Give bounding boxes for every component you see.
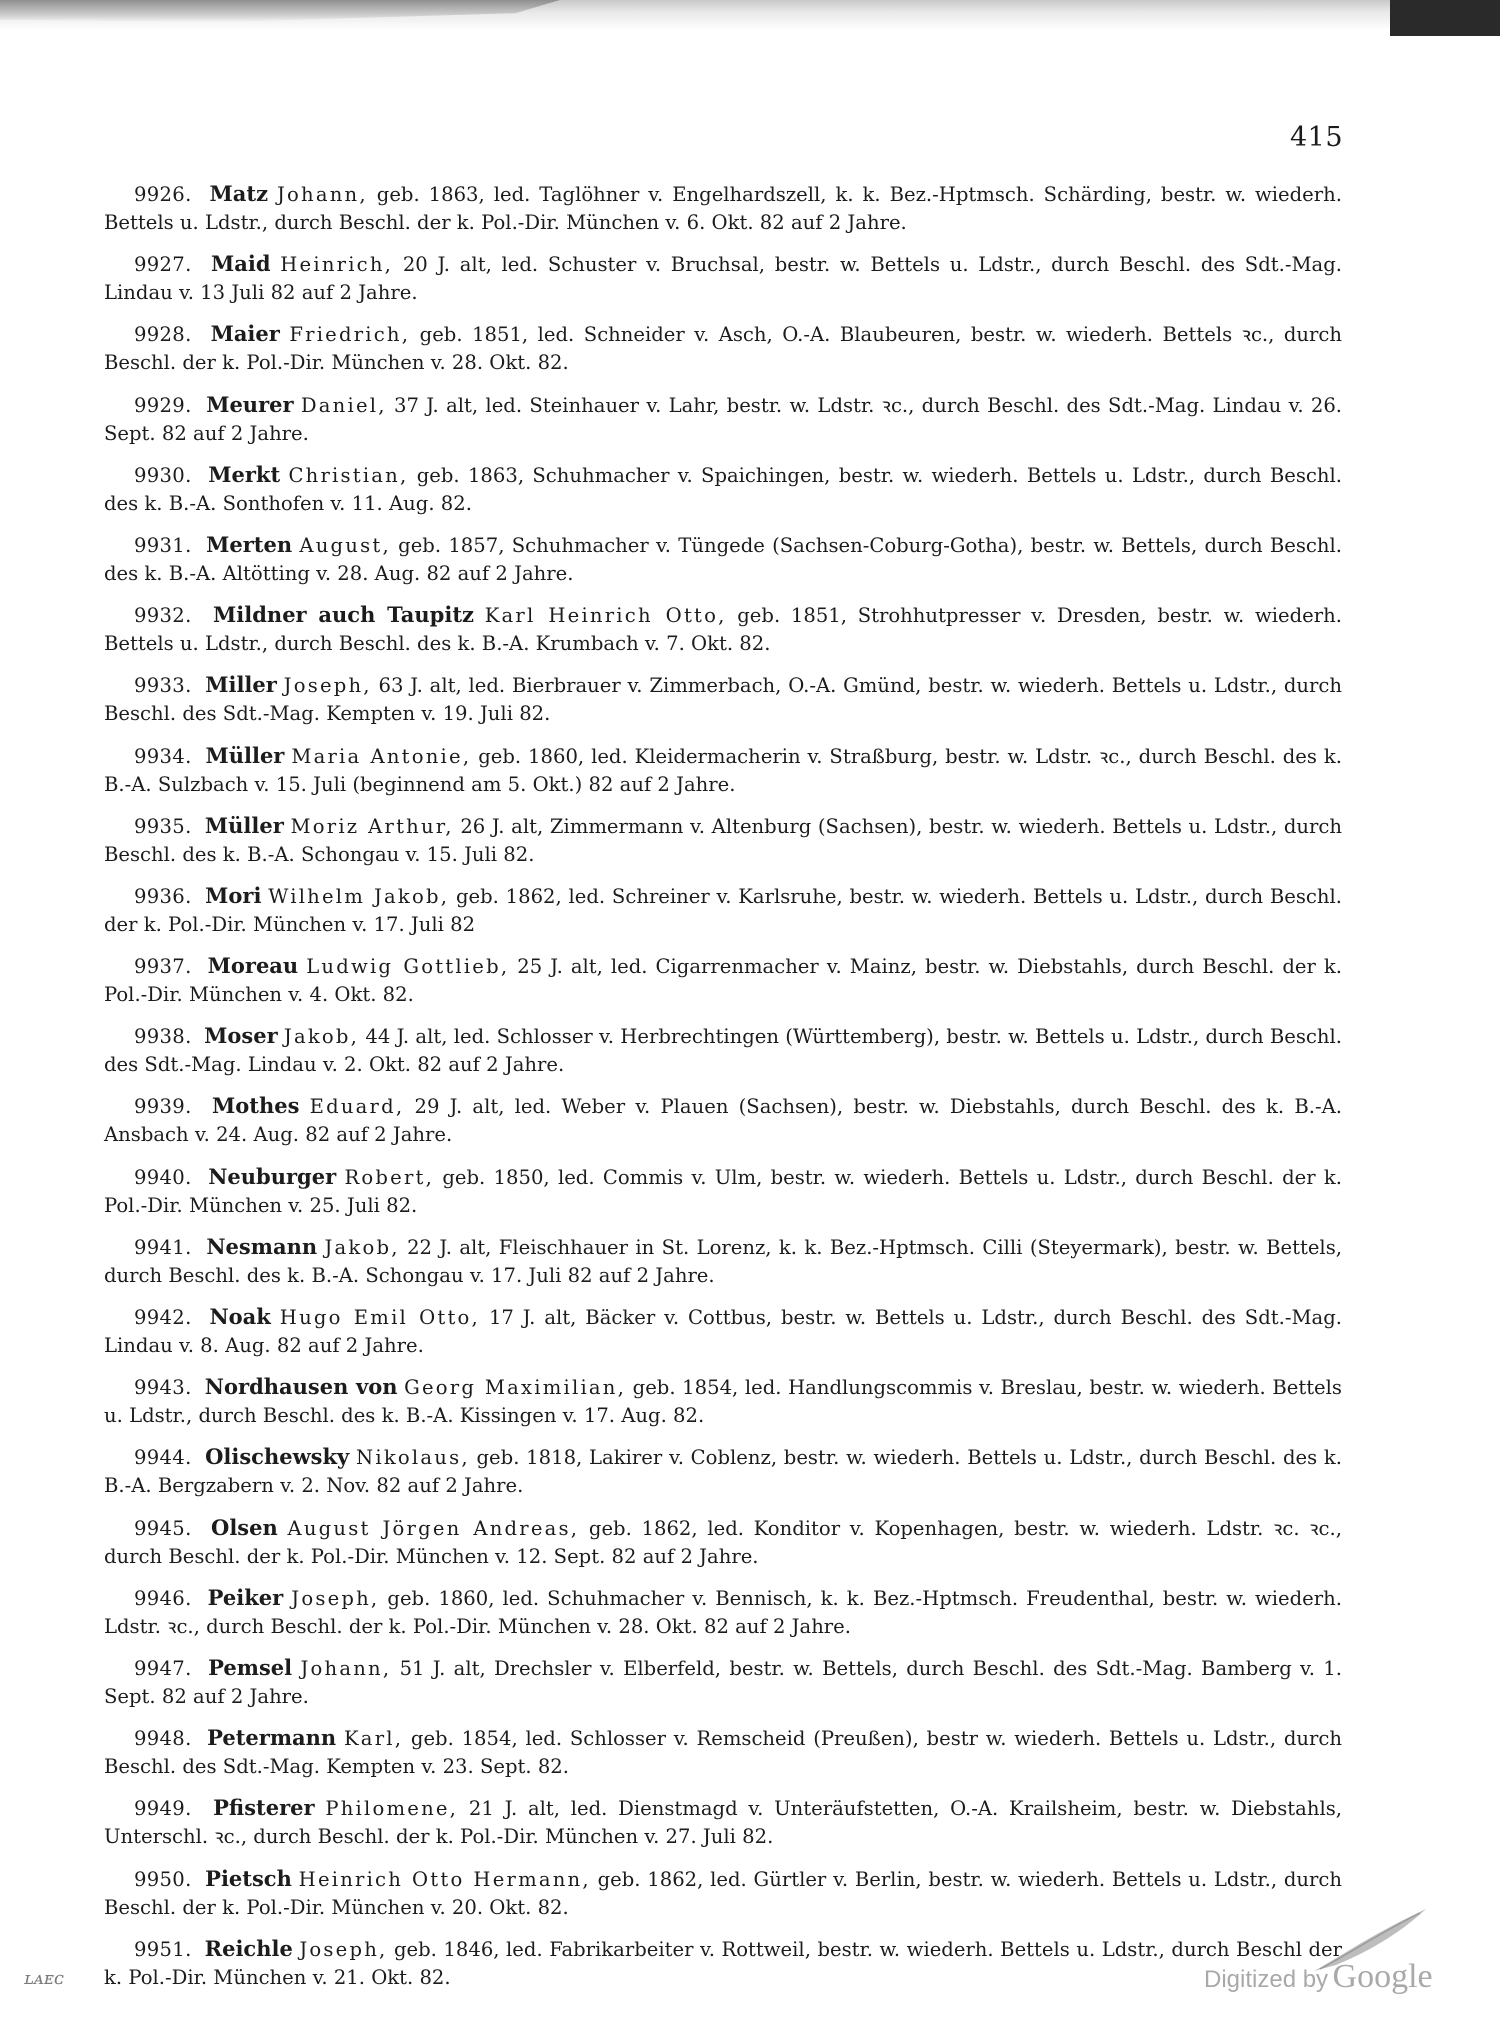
entry-details: geb. 1850, led. Commis v. Ulm, bestr. w. wiederh. Bettels u. Ldstr., durch Beschl. der k. Pol.-Dir. München v. 25. Juli 82. — [104, 1165, 1342, 1217]
entry-details: 37 J. alt, led. Steinhauer v. Lahr, bestr. w. Ldstr. ꝛc., durch Beschl. des Sdt.-Mag. Lindau v. 26. Sept. 82 auf 2 Jahre. — [104, 393, 1343, 445]
entry-surname: Merten — [206, 531, 293, 557]
register-entry — [104, 671, 1342, 728]
entry-given-names: Joseph, — [283, 674, 372, 698]
entry-details: geb. 1862, led. Konditor v. Kopenhagen, bestr. w. wiederh. Ldstr. ꝛc. ꝛc., durch Beschl. der k. Pol.-Dir. München v. 12. Sept. 82 auf 2 Jahre. — [104, 1516, 1342, 1568]
register-entry — [104, 180, 1342, 237]
entry-given-names: Georg Maximilian, — [404, 1376, 627, 1400]
entry-surname: Mothes — [212, 1093, 300, 1119]
entry-surname: Moreau — [207, 953, 299, 979]
register-entry — [104, 1022, 1342, 1079]
register-entries — [104, 180, 1342, 2005]
entry-surname: Pemsel — [208, 1654, 293, 1680]
scan-top-right-shadow — [1390, 0, 1500, 36]
entry-given-names: Robert, — [344, 1165, 435, 1189]
entry-number: 9928. — [134, 323, 192, 347]
entry-given-names: Karl, — [343, 1727, 404, 1751]
entry-number: 9949. — [134, 1797, 192, 1821]
entry-number: 9930. — [134, 463, 192, 487]
register-entry — [104, 1584, 1342, 1641]
register-entry — [104, 742, 1342, 799]
entry-details: geb. 1846, led. Fabrikarbeiter v. Rottweil, bestr. w. wiederh. Bettels u. Ldstr., durch Beschl der k. Pol.-Dir. München v. 21. Okt. 82. — [104, 1937, 1342, 1989]
entry-surname: Maid — [211, 251, 271, 277]
entry-details: geb. 1860, led. Schuhmacher v. Bennisch, k. k. Bez.-Hptmsch. Freudenthal, bestr. w. wiederh. Ldstr. ꝛc., durch Beschl. der k. Pol.-Dir. München v. 28. Okt. 82 auf 2 Jahre. — [104, 1586, 1342, 1638]
entry-number: 9934. — [134, 744, 192, 768]
register-entry — [104, 1233, 1342, 1290]
entry-number: 9938. — [134, 1025, 192, 1049]
entry-details: 44 J. alt, led. Schlosser v. Herbrechtingen (Württemberg), bestr. w. Bettels u. Ldstr., durch Beschl. des Sdt.-Mag. Lindau v. 2. Okt. 82 auf 2 Jahre. — [104, 1025, 1343, 1077]
entry-number: 9946. — [134, 1586, 192, 1610]
entry-surname: Merkt — [208, 461, 281, 487]
entry-given-names: Jakob, — [324, 1235, 400, 1259]
entry-surname: Müller — [204, 812, 284, 838]
register-entry — [104, 250, 1342, 307]
entry-surname: Noak — [209, 1304, 271, 1329]
entry-number: 9951. — [134, 1937, 192, 1961]
entry-details: 22 J. alt, Fleischhauer in St. Lorenz, k. k. Bez.-Hptmsch. Cilli (Steyermark), bestr. w. Bettels, durch Beschl. des k. B.-A. Schongau v. 17. Juli 82 auf 2 Jahre. — [104, 1235, 1342, 1287]
entry-number: 9943. — [134, 1376, 192, 1400]
entry-number: 9932. — [134, 604, 192, 628]
register-entry — [104, 1724, 1342, 1781]
register-entry — [104, 1794, 1342, 1851]
entry-surname: Petermann — [207, 1725, 337, 1751]
entry-details: 17 J. alt, Bäcker v. Cottbus, bestr. w. Bettels u. Ldstr., durch Beschl. des Sdt.-Mag. Lindau v. 8. Aug. 82 auf 2 Jahre. — [104, 1306, 1342, 1357]
entry-details: 20 J. alt, led. Schuster v. Bruchsal, bestr. w. Bettels u. Ldstr., durch Beschl. des Sdt.-Mag. Lindau v. 13 Juli 82 auf 2 Jahre. — [104, 253, 1342, 305]
entry-details: 25 J. alt, led. Cigarrenmacher v. Mainz, bestr. w. Diebstahls, durch Beschl. der k. Pol.-Dir. München v. 4. Okt. 82. — [104, 955, 1342, 1007]
page-number: 415 — [1290, 122, 1344, 153]
entry-given-names: Nikolaus, — [356, 1446, 470, 1470]
entry-details: 29 J. alt, led. Weber v. Plauen (Sachsen), bestr. w. Diebstahls, durch Beschl. des k. B.-A. Ansbach v. 24. Aug. 82 auf 2 Jahre. — [104, 1095, 1342, 1147]
register-entry — [104, 1514, 1342, 1571]
register-entry — [104, 952, 1342, 1009]
entry-given-names: Friedrich, — [289, 323, 411, 347]
entry-number: 9940. — [134, 1165, 192, 1189]
entry-number: 9926. — [134, 183, 192, 206]
register-entry — [104, 601, 1342, 658]
entry-surname: Neuburger — [208, 1163, 337, 1189]
register-entry — [104, 1092, 1342, 1149]
entry-details: 21 J. alt, led. Dienstmagd v. Unteräufstetten, O.-A. Krailsheim, bestr. w. Diebstahls, Unterschl. ꝛc., durch Beschl. der k. Pol.-Dir. München v. 27. Juli 82. — [104, 1797, 1342, 1849]
entry-surname: Olischewsky — [205, 1444, 350, 1470]
entry-details: geb. 1857, Schuhmacher v. Tüngede (Sachsen-Coburg-Gotha), bestr. w. Bettels, durch Beschl. des k. B.-A. Altötting v. 28. Aug. 82 auf 2 Jahre. — [104, 533, 1342, 585]
register-entry — [104, 1163, 1342, 1220]
entry-details: geb. 1854, led. Handlungscommis v. Breslau, bestr. w. wiederh. Bettels u. Ldstr., durch Beschl. des k. B.-A. Kissingen v. 17. Aug. 82. — [104, 1376, 1342, 1428]
entry-details: geb. 1851, Strohhutpresser v. Dresden, bestr. w. wiederh. Bettels u. Ldstr., durch Beschl. des k. B.-A. Krumbach v. 7. Okt. 82. — [104, 604, 1342, 656]
register-entry — [104, 391, 1342, 448]
entry-surname: Müller — [205, 742, 285, 768]
register-entry — [104, 1865, 1342, 1922]
entry-given-names: Moriz Arthur, — [290, 814, 454, 838]
register-entry — [104, 1443, 1342, 1500]
entry-number: 9939. — [134, 1095, 192, 1119]
entry-number: 9941. — [134, 1235, 192, 1259]
entry-given-names: Hugo Emil Otto, — [279, 1306, 480, 1329]
entry-given-names: Joseph, — [299, 1937, 388, 1961]
watermark-digitized: Digitized by — [1204, 1966, 1329, 1993]
entry-surname: Peiker — [207, 1584, 284, 1610]
entry-given-names: August, — [299, 533, 391, 557]
register-entry — [104, 1373, 1342, 1430]
entry-given-names: Heinrich Otto Hermann, — [298, 1867, 591, 1891]
entry-details: geb. 1863, Schuhmacher v. Spaichingen, bestr. w. wiederh. Bettels u. Ldstr., durch Beschl. des k. B.-A. Sonthofen v. 11. Aug. 82. — [104, 463, 1342, 515]
entry-details: geb. 1854, led. Schlosser v. Remscheid (Preußen), bestr w. wiederh. Bettels u. Ldstr., durch Beschl. des Sdt.-Mag. Kempten v. 23. Sept. 82. — [104, 1727, 1342, 1779]
entry-given-names: Karl Heinrich Otto, — [484, 604, 727, 628]
register-entry — [104, 531, 1342, 588]
entry-number: 9944. — [134, 1446, 192, 1470]
entry-surname: Miller — [205, 672, 277, 698]
register-entry — [104, 461, 1342, 518]
entry-number: 9931. — [134, 533, 192, 557]
entry-details: geb. 1851, led. Schneider v. Asch, O.-A. Blaubeuren, bestr. w. wiederh. Bettels ꝛc., durch Beschl. der k. Pol.-Dir. München v. 28. Okt. 82. — [104, 323, 1342, 375]
google-watermark — [1204, 1958, 1433, 1996]
entry-surname: Pietsch — [205, 1865, 292, 1891]
entry-given-names: Wilhelm Jakob, — [268, 884, 450, 908]
entry-details: 51 J. alt, Drechsler v. Elberfeld, bestr. w. Bettels, durch Beschl. des Sdt.-Mag. Bamberg v. 1. Sept. 82 auf 2 Jahre. — [104, 1656, 1342, 1708]
entry-given-names: Philomene, — [325, 1797, 459, 1821]
entry-given-names: Ludwig Gottlieb, — [306, 955, 510, 979]
register-entry — [104, 320, 1342, 377]
entry-given-names: Johann, — [300, 1656, 392, 1680]
register-entry — [104, 882, 1342, 939]
entry-given-names: Daniel, — [300, 393, 387, 417]
entry-given-names: Johann, — [276, 183, 368, 206]
entry-number: 9945. — [134, 1516, 192, 1540]
entry-details: geb. 1862, led. Gürtler v. Berlin, bestr. w. wiederh. Bettels u. Ldstr., durch Beschl. der k. Pol.-Dir. München v. 20. Okt. 82. — [104, 1867, 1342, 1919]
register-entry — [104, 1654, 1342, 1711]
entry-surname: Olsen — [211, 1514, 278, 1540]
entry-given-names: August Jörgen Andreas, — [287, 1516, 580, 1540]
entry-number: 9950. — [134, 1867, 192, 1891]
entry-surname: Nordhausen von — [204, 1374, 398, 1400]
entry-surname: Nesmann — [206, 1233, 318, 1259]
entry-surname: Mildner auch Taupitz — [213, 602, 474, 628]
entry-surname: Maier — [210, 321, 280, 347]
register-entry — [104, 1935, 1342, 1992]
register-entry — [104, 812, 1342, 869]
entry-given-names: Jakob, — [283, 1025, 360, 1049]
library-stamp: ʟᴀᴇᴄ — [24, 1968, 64, 1989]
entry-number: 9935. — [134, 814, 192, 838]
entry-given-names: Heinrich, — [280, 253, 394, 277]
entry-surname: Reichle — [204, 1935, 293, 1961]
entry-details: 26 J. alt, Zimmermann v. Altenburg (Sachsen), bestr. w. wiederh. Bettels u. Ldstr., durch Beschl. des k. B.-A. Schongau v. 15. Juli 82. — [104, 814, 1342, 866]
watermark-google: Google — [1332, 1958, 1433, 1995]
entry-surname: Pfisterer — [213, 1795, 315, 1821]
entry-surname: Mori — [205, 882, 262, 908]
entry-surname: Meurer — [206, 391, 294, 417]
entry-number: 9936. — [134, 884, 192, 908]
entry-details: geb. 1818, Lakirer v. Coblenz, bestr. w. wiederh. Bettels u. Ldstr., durch Beschl. des k. B.-A. Bergzabern v. 2. Nov. 82 auf 2 Jahre. — [104, 1446, 1342, 1498]
entry-details: 63 J. alt, led. Bierbrauer v. Zimmerbach, O.-A. Gmünd, bestr. w. wiederh. Bettels u. Ldstr., durch Beschl. des Sdt.-Mag. Kempten v. 19. Juli 82. — [104, 674, 1342, 726]
entry-number: 9948. — [134, 1727, 192, 1751]
entry-details: geb. 1863, led. Taglöhner v. Engelhardszell, k. k. Bez.-Hptmsch. Schärding, bestr. w. wiederh. Bettels u. Ldstr., durch Beschl. der k. Pol.-Dir. München v. 6. Okt. 82 auf 2 Jahre. — [104, 183, 1342, 234]
entry-number: 9929. — [134, 393, 192, 417]
entry-number: 9937. — [134, 955, 192, 979]
entry-given-names: Maria Antonie, — [291, 744, 472, 768]
entry-number: 9942. — [134, 1306, 192, 1329]
entry-surname: Moser — [204, 1023, 278, 1049]
entry-details: geb. 1862, led. Schreiner v. Karlsruhe, bestr. w. wiederh. Bettels u. Ldstr., durch Beschl. der k. Pol.-Dir. München v. 17. Juli 82 — [104, 884, 1342, 936]
register-entry — [104, 1303, 1342, 1360]
entry-number: 9927. — [134, 253, 192, 277]
entry-given-names: Christian, — [288, 463, 409, 487]
entry-given-names: Eduard, — [309, 1095, 405, 1119]
entry-number: 9933. — [134, 674, 192, 698]
entry-details: geb. 1860, led. Kleidermacherin v. Straßburg, bestr. w. Ldstr. ꝛc., durch Beschl. des k. B.-A. Sulzbach v. 15. Juli (beginnend am 5. Okt.) 82 auf 2 Jahre. — [104, 744, 1342, 796]
entry-number: 9947. — [134, 1656, 192, 1680]
entry-surname: Matz — [209, 181, 269, 206]
entry-given-names: Joseph, — [291, 1586, 380, 1610]
